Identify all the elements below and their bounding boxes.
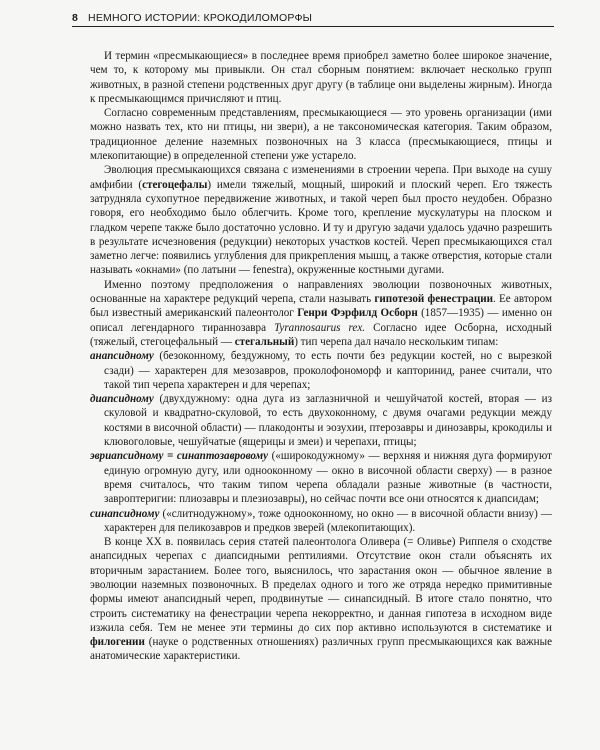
term-anapsid: анапсидному (безоконному, бездужному, то есть почти без редукции костей, но с вырезкой сзади) — характерен для мезозавров, проколофономорф и капторинид, ранее считали, что такой тип черепа характерен и для черепах; xyxy=(90,350,552,391)
running-title: НЕМНОГО ИСТОРИИ: КРОКОДИЛОМОРФЫ xyxy=(88,12,313,24)
term-stegocephals: стегоцефалы xyxy=(142,178,208,191)
term-euryapsid: эвриапсидному = синаптозавровому («широкодужному» — верхняя и нижняя дуга формируют единую огромную дугу, или однооконному — окно в височной области сверху) — в разное время считалось, что таким типом черепа обладали разные животные (в частности, завроптеригии: плиозавры и плезиозавры), но сейчас почти все они относятся к диапсидам; xyxy=(90,450,552,506)
paragraph-5: В конце XX в. появилась серия статей палеонтолога Оливера (= Оливье) Риппеля о сходстве анапсидных черепах с диапсидными рептилиями. Отсутствие окон стали объяснять их вторичным зарастанием. Более того, выяснилось, что зарастания окон — обычное явление в эволюции наземных позвоночных. В пределах одного и того же отряда нередко примитивные формы имеют анапсидный череп, продвинутые — синапсидный. В итоге стало понятно, что строить систематику на фенестрации черепа некорректно, и данная гипотеза в исходном виде изжила себя. Тем не менее эти термины до сих пор активно используются в систематике и филогении (науке о родственных отношениях) различных групп пресмыкающихся как важные анатомические характеристики. xyxy=(90,536,552,663)
term-stegal: стегальный xyxy=(234,335,295,348)
person-osborn: Генри Фэрфилд Осборн xyxy=(297,307,418,320)
term-synapsid: синапсидному («слитнодужному», тоже однооконному, но окно — в височной области внизу) — характерен для пеликозавров и предков зверей (млекопитающих). xyxy=(90,507,552,534)
paragraph-2: Согласно современным представлениям, пресмыкающиеся — это уровень организации (ими можно назвать тех, кто ни птицы, ни звери), а не таксономическая категория. Таким образом, традиционное деление наземных позвоночных на 3 класса (пресмыкающиеся, птицы и млекопитающие) в определенной степени уже устарело. xyxy=(90,107,552,163)
running-header xyxy=(72,12,554,27)
term-diapsid: диапсидному (двухдужному: одна дуга из заглазничной и чешуйчатой костей, вторая — из скуловой и квадратно-скуловой, то есть двухоконному, с двумя очагами редукции между костями в височной области) — плакодонты и эозухии, птерозавры и динозавры, крокодилы и клювоголовые, чешуйчатые (ящерицы и змеи) и черепахи, птицы; xyxy=(90,393,552,449)
paragraph-3: Эволюция пресмыкающихся связана с изменениями в строении черепа. При выходе на сушу амфибии (стегоцефалы) имели тяжелый, мощный, широкий и плоский череп. Его тяжесть затрудняла сухопутное передвижение животных, и такой череп был просто неудобен. Образно говоря, его необходимо было облегчить. Кроме того, крепление мускулатуры на плоском и гладком черепе также было достаточно условно. И ту и другую задачи удалось удачно разрешить в результате исчезновения (редукции) некоторых участков костей. Череп пресмыкающихся стал заметно легче: появились углубления для прикрепления мышц, а также отверстия, которые стали называть «окнами» (по латыни — fenestra), окруженные костными дугами. xyxy=(90,164,552,277)
species-name: Tyrannosaurus rex. xyxy=(274,321,366,334)
paragraph-4: Именно поэтому предположения о направлениях эволюции позвоночных животных, основанные на характере редукций черепа, стали называть гипотезой фенестрации. Ее автором был известный американский палеонтолог Генри Фэрфилд Осборн (1857—1935) — именно он описал легендарного тираннозавра Tyrannosaurus rex. Согласно идее Осборна, исходный (тяжелый, стегоцефальный — стегальный) тип черепа дал начало нескольким типам: xyxy=(90,278,553,348)
paragraph-1: И термин «пресмыкающиеся» в последнее время приобрел заметно более широкое значение, чем то, к которому мы привыкли. Он стал сборным понятием: включает несколько групп животных, в разной степени родственных друг другу (в таблице они выделены жирным). Иногда к пресмыкающимся причисляют и птиц. xyxy=(90,50,552,105)
term-phylogeny: филогении xyxy=(90,636,145,649)
body-text xyxy=(90,49,552,664)
page-number: 8 xyxy=(72,12,79,24)
term-fenestration-hypothesis: гипотезой фенестрации xyxy=(374,293,493,306)
